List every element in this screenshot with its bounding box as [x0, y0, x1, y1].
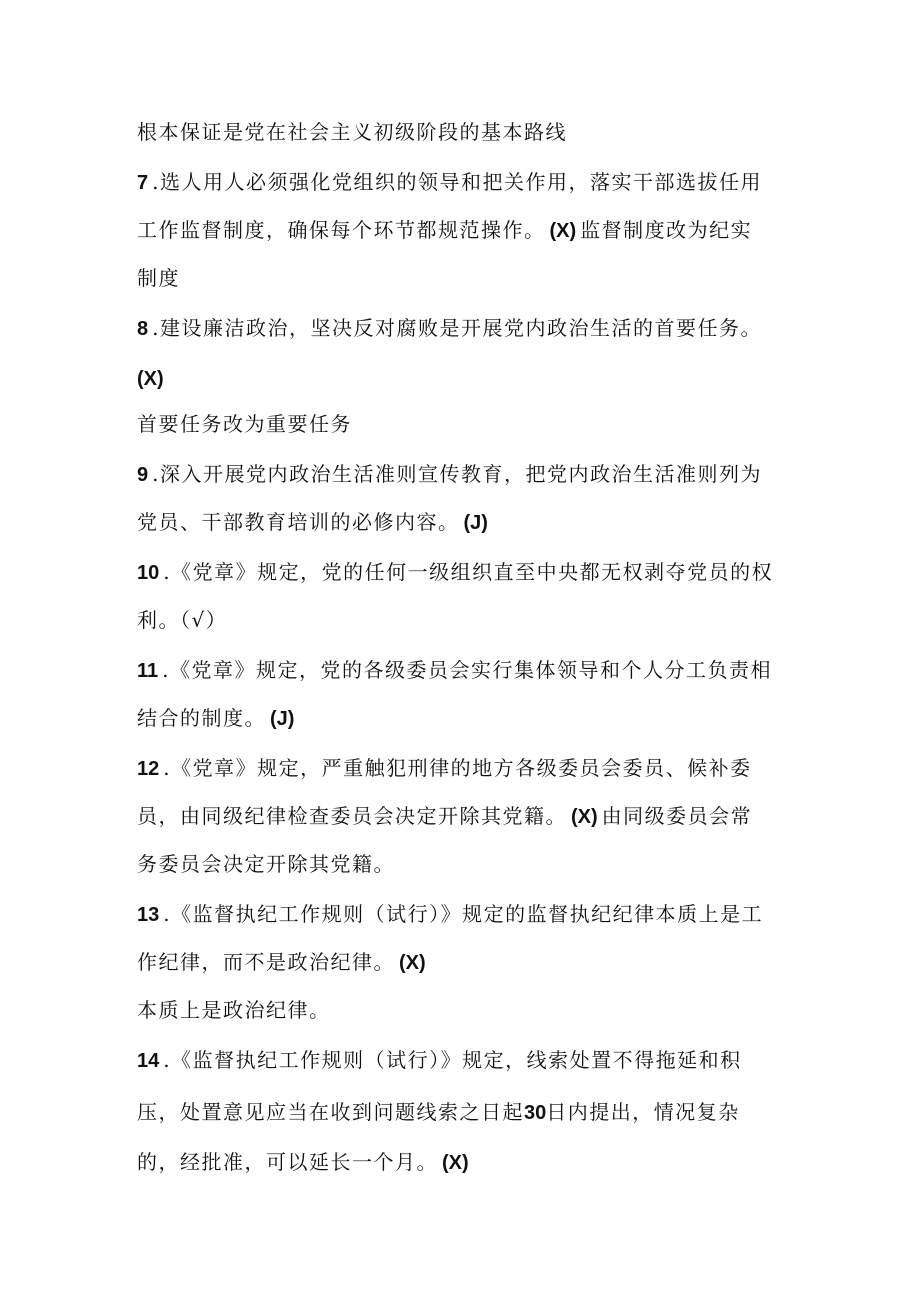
question-14-line-3: 的，经批准，可以延长一个月。 (X) [137, 1150, 469, 1174]
question-7-line-3: 制度 [137, 266, 180, 290]
question-number: 11 [137, 660, 159, 682]
question-13-correction: 本质上是政治纪律。 [137, 998, 331, 1022]
question-7-line-2: 工作监督制度，确保每个环节都规范操作。 (X) 监督制度改为纪实 [137, 218, 753, 242]
question-7-line-1: 7 .选人用人必须强化党组织的领导和把关作用，落实干部选拔任用 [137, 170, 762, 194]
question-8-correction: 首要任务改为重要任务 [137, 412, 352, 436]
question-13-line-2: 作纪律，而不是政治纪律。 (X) [137, 950, 426, 974]
question-number: 7 [137, 172, 149, 194]
answer-mark: (J) [270, 708, 295, 730]
question-8-mark-line [137, 364, 168, 393]
question-12-line-1: 12 .《党章》规定，严重触犯刑律的地方各级委员会委员、候补委 [137, 756, 752, 780]
text-line: 根本保证是党在社会主义初级阶段的基本路线 [137, 120, 567, 144]
question-9-line-1: 9 .深入开展党内政治生活准则宣传教育，把党内政治生活准则列为 [137, 462, 762, 486]
answer-mark: (X) [137, 368, 164, 390]
answer-mark: (J) [463, 512, 488, 534]
question-9-line-2: 党员、干部教育培训的必修内容。 (J) [137, 510, 488, 534]
answer-mark: (X) [442, 1152, 469, 1174]
question-number: 13 [137, 904, 160, 926]
question-number: 8 [137, 318, 149, 340]
question-number: 10 [137, 562, 160, 584]
question-12-line-2: 员，由同级纪律检查委员会决定开除其党籍。 (X) 由同级委员会常 [137, 804, 753, 828]
question-12-line-3: 务委员会决定开除其党籍。 [137, 852, 395, 876]
answer-mark: (X) [399, 952, 426, 974]
question-13-line-1: 13 .《监督执纪工作规则（试行）》规定的监督执纪纪律本质上是工 [137, 902, 764, 926]
question-11-line-1: 11 .《党章》规定，党的各级委员会实行集体领导和个人分工负责相 [137, 658, 773, 682]
question-11-line-2: 结合的制度。 (J) [137, 706, 295, 730]
question-10-line-1: 10 .《党章》规定，党的任何一级组织直至中央都无权剥夺党员的权 [137, 560, 774, 584]
question-14-line-2: 压，处置意见应当在收到问题线索之日起30日内提出，情况复杂 [137, 1100, 740, 1124]
question-number: 12 [137, 758, 160, 780]
question-8-line-1: 8 .建设廉洁政治，坚决反对腐败是开展党内政治生活的首要任务。 [137, 316, 762, 340]
question-number: 14 [137, 1050, 160, 1072]
answer-mark: (X) [549, 220, 577, 242]
answer-mark: (X) [571, 806, 598, 828]
question-number: 9 [137, 464, 149, 486]
question-14-line-1: 14 .《监督执纪工作规则（试行）》规定，线索处置不得拖延和积 [137, 1048, 742, 1072]
day-count: 30 [524, 1102, 547, 1124]
question-10-line-2: 利。（√） [137, 608, 228, 632]
